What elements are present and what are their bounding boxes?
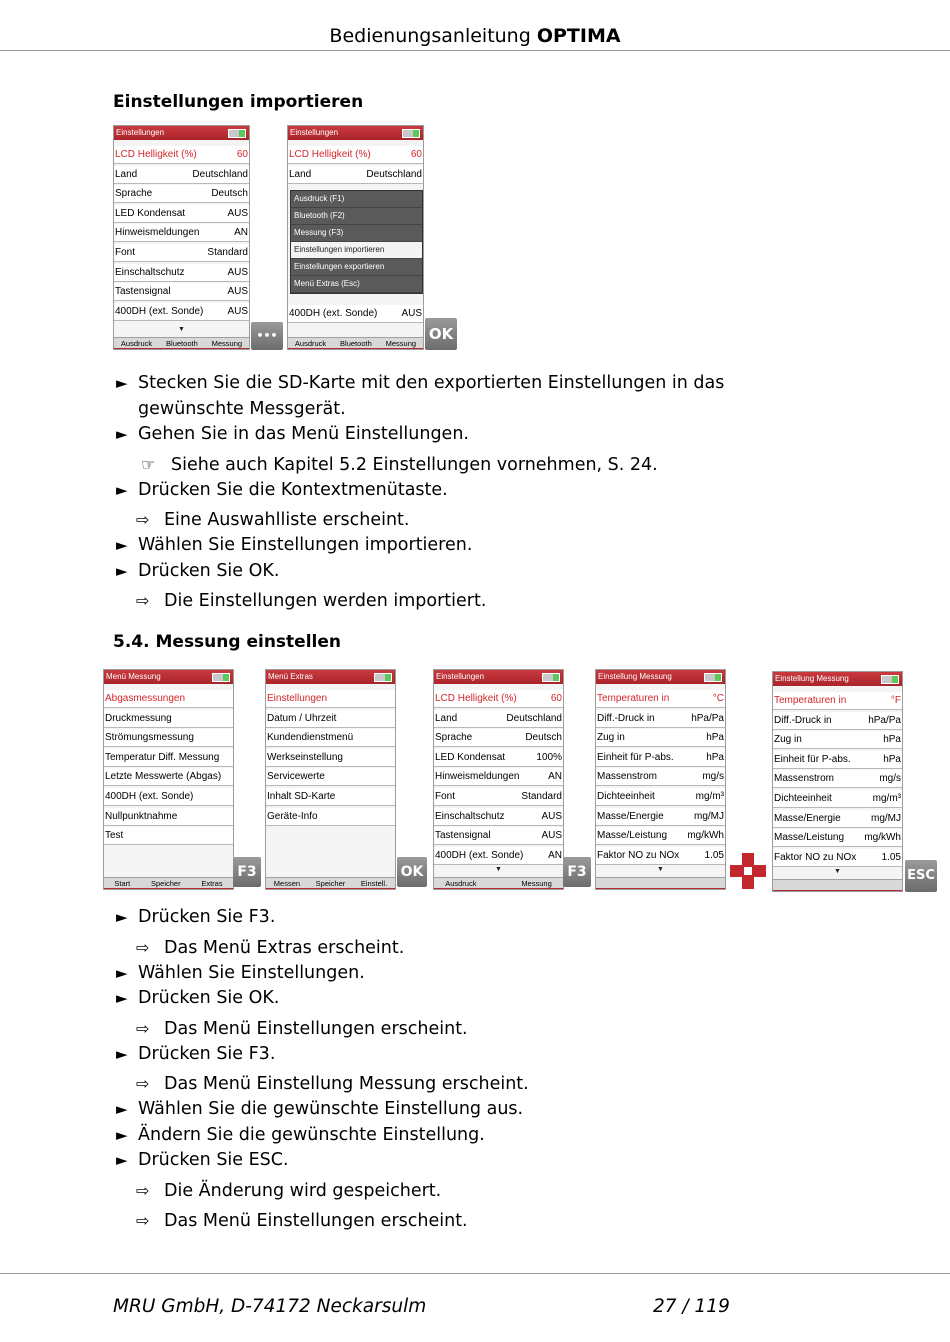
instruction-step: ► Wählen Sie Einstellungen. <box>116 961 365 986</box>
result-note: ⇨ Die Einstellungen werden importiert. <box>136 588 486 614</box>
screen-row <box>114 205 249 223</box>
row-value: mg/m³ <box>695 790 724 802</box>
screen-row <box>773 770 902 788</box>
screen-row <box>434 768 563 786</box>
row-value: 60 <box>410 149 422 160</box>
screen-row <box>104 788 233 806</box>
screen-rows <box>434 690 563 866</box>
arrow-right-icon: ► <box>116 1151 128 1169</box>
screen-row <box>288 166 423 184</box>
arrow-right-icon: ► <box>116 963 128 982</box>
battery-icon <box>542 673 560 682</box>
screen-row <box>773 790 902 808</box>
row-value: AUS <box>227 305 248 317</box>
screen-softkey-bar <box>434 877 563 889</box>
screen-softkey-bar <box>104 877 233 889</box>
row-label: Strömungsmessung <box>105 732 194 744</box>
screen-rows <box>596 690 725 866</box>
softkey-label: Ausdruck <box>120 339 153 348</box>
esc-key: ESC <box>905 860 937 892</box>
row-value: AUS <box>401 308 422 320</box>
screen-title: Einstellungen <box>116 128 165 137</box>
screen-title-bar <box>596 670 725 684</box>
instruction-step: ► Drücken Sie OK. <box>116 986 279 1011</box>
screen-rows <box>114 146 249 322</box>
row-value: AUS <box>541 810 562 822</box>
scroll-down-icon: ▼ <box>834 868 841 875</box>
row-label: Einheit für P-abs. <box>774 753 851 765</box>
screen-row <box>266 710 395 728</box>
screen-row <box>104 690 233 708</box>
screen-rows <box>288 146 423 185</box>
result-note: ⇨ Die Änderung wird gespeichert. <box>136 1178 441 1204</box>
instruction-step: ► Drücken Sie OK. <box>116 559 279 584</box>
row-label: LED Kondensat <box>435 751 506 763</box>
row-value: mg/kWh <box>864 832 901 844</box>
instruction-step: ► Drücken Sie ESC. <box>116 1148 289 1173</box>
arrow-right-icon: ► <box>116 561 128 580</box>
screen-row <box>434 827 563 845</box>
popup-item: Menü Extras (Esc) <box>291 276 422 293</box>
row-label: Sprache <box>435 732 473 744</box>
arrow-right-icon: ► <box>116 1125 128 1144</box>
result-note: ⇨ Das Menü Extras erscheint. <box>136 935 404 961</box>
screen-row <box>288 146 423 164</box>
screen-row <box>596 710 725 728</box>
arrow-right-icon: ► <box>116 1100 128 1118</box>
screen-row <box>596 729 725 747</box>
battery-icon <box>881 675 899 684</box>
arrow-right-icon: ► <box>116 374 128 392</box>
screen-row <box>434 847 563 865</box>
instruction-step-continued: gewünschte Messgerät. <box>138 398 346 419</box>
screen-row <box>114 264 249 282</box>
softkey-label: Bluetooth <box>166 339 198 348</box>
screen-row <box>773 751 902 769</box>
popup-item: Bluetooth (F2) <box>291 208 422 225</box>
row-value: 1.05 <box>881 851 901 863</box>
screen-title-bar <box>104 670 233 684</box>
row-value: Standard <box>521 790 562 802</box>
screen-row <box>596 847 725 865</box>
screen-row <box>114 185 249 203</box>
row-label: Land <box>115 168 138 180</box>
screen-row <box>104 749 233 767</box>
result-note: ⇨ Eine Auswahlliste erscheint. <box>136 507 409 533</box>
scroll-down-icon: ▼ <box>657 866 664 873</box>
instruction-step: ► Drücken Sie F3. <box>116 905 275 930</box>
row-value: mg/MJ <box>871 812 901 824</box>
section-title-import: Einstellungen importieren <box>113 92 364 112</box>
instruction-step: ► Drücken Sie die Kontextmenütaste. <box>116 478 448 503</box>
screen-row <box>266 729 395 747</box>
navigation-pad-icon <box>730 853 766 889</box>
screen-title: Menü Messung <box>106 672 161 681</box>
screen-title: Einstellung Messung <box>775 674 849 683</box>
screen-row <box>266 788 395 806</box>
row-label: Temperatur Diff. Messung <box>105 751 220 763</box>
row-label: 400DH (ext. Sonde) <box>105 790 194 802</box>
popup-item: Einstellungen exportieren <box>291 259 422 276</box>
row-label: Inhalt SD-Karte <box>267 790 336 802</box>
result-arrow-icon: ⇨ <box>136 510 150 529</box>
screen-title-bar <box>773 672 902 686</box>
screen-row <box>104 827 233 845</box>
device-screen-einstellung-messung-c <box>595 669 726 890</box>
header-product: OPTIMA <box>536 25 621 47</box>
screen-row <box>773 692 902 710</box>
softkey-label: Ausdruck <box>294 339 327 348</box>
screen-row <box>434 729 563 747</box>
row-value: 60 <box>550 693 562 704</box>
screen-softkey-bar <box>773 879 902 891</box>
screen-softkey-bar <box>266 877 395 889</box>
row-value: hPa <box>706 751 724 763</box>
ok-key: OK <box>397 857 427 887</box>
battery-icon <box>374 673 392 682</box>
row-label: Tastensignal <box>435 830 491 842</box>
screen-row <box>434 749 563 767</box>
row-value: AUS <box>227 207 248 219</box>
row-label: Einschaltschutz <box>435 810 505 822</box>
row-label: LCD Helligkeit (%) <box>115 149 197 160</box>
row-label: Massenstrom <box>774 773 835 785</box>
screen-row <box>596 827 725 845</box>
result-arrow-icon: ⇨ <box>136 937 150 957</box>
f3-key: F3 <box>233 857 261 887</box>
screen-row <box>114 224 249 242</box>
screen-row <box>434 690 563 708</box>
row-value: Deutschland <box>192 168 248 180</box>
screen-row <box>773 849 902 867</box>
row-label: Nullpunktnahme <box>105 810 178 822</box>
device-screen-menu-extras <box>265 669 396 890</box>
row-label: Test <box>105 830 124 842</box>
screen-row <box>266 808 395 826</box>
row-label: Temperaturen in <box>774 695 847 706</box>
row-label: Zug in <box>774 734 802 746</box>
row-value: AUS <box>541 830 562 842</box>
screen-title-bar <box>288 126 423 140</box>
screen-softkey-bar <box>596 877 725 889</box>
footer-page-number: 27 / 119 <box>653 1296 730 1317</box>
result-note: ⇨ Das Menü Einstellungen erscheint. <box>136 1208 468 1234</box>
screen-row <box>104 710 233 728</box>
instruction-step: ► Wählen Sie die gewünschte Einstellung aus. <box>116 1097 523 1122</box>
screen-row <box>773 829 902 847</box>
softkey-label: Extras <box>201 879 223 888</box>
screen-row <box>266 749 395 767</box>
result-arrow-icon: ⇨ <box>136 1210 150 1230</box>
battery-icon <box>704 673 722 682</box>
row-label: Tastensignal <box>115 286 171 298</box>
instruction-step: ► Drücken Sie F3. <box>116 1042 275 1067</box>
row-value: hPa/Pa <box>868 714 901 726</box>
row-value: AN <box>548 849 562 861</box>
arrow-right-icon: ► <box>116 908 128 926</box>
row-value: hPa <box>706 732 724 744</box>
screen-row <box>596 768 725 786</box>
row-value: Deutschland <box>366 168 422 180</box>
screen-row <box>434 710 563 728</box>
row-label: Geräte-Info <box>267 810 318 822</box>
instruction-step: ► Wählen Sie Einstellungen importieren. <box>116 533 472 558</box>
pointing-hand-icon: ☞ <box>141 454 156 474</box>
row-value: mg/m³ <box>872 792 901 804</box>
screen-row <box>773 731 902 749</box>
result-arrow-icon: ⇨ <box>136 1074 150 1093</box>
row-label: Land <box>435 712 458 724</box>
row-value: hPa <box>883 753 901 765</box>
ok-key: OK <box>425 318 457 350</box>
screen-row <box>104 768 233 786</box>
popup-item: Einstellungen importieren <box>291 242 422 259</box>
screen-row <box>114 303 249 321</box>
scroll-down-icon: ▼ <box>178 326 185 333</box>
screen-title: Einstellungen <box>290 128 339 137</box>
screen-row <box>596 788 725 806</box>
softkey-label: Messung <box>211 339 243 348</box>
screen-row <box>266 690 395 708</box>
screen-row <box>434 808 563 826</box>
row-label: LCD Helligkeit (%) <box>435 693 517 704</box>
row-label: Datum / Uhrzeit <box>267 712 337 724</box>
row-value: mg/kWh <box>687 830 724 842</box>
arrow-right-icon: ► <box>116 425 128 443</box>
battery-icon <box>402 129 420 138</box>
arrow-right-icon: ► <box>116 1044 128 1063</box>
row-label: Faktor NO zu NOx <box>597 849 680 861</box>
softkey-label: Messung <box>521 879 552 888</box>
row-label: Diff.-Druck in <box>774 714 832 726</box>
result-note: ⇨ Das Menü Einstellung Messung erscheint. <box>136 1071 529 1097</box>
header-prefix: Bedienungsanleitung <box>329 25 531 47</box>
screen-title-bar <box>114 126 249 140</box>
row-label: Land <box>289 168 312 180</box>
row-value: 100% <box>536 751 562 763</box>
row-label: LCD Helligkeit (%) <box>289 149 371 160</box>
screen-row <box>596 749 725 767</box>
screen-row <box>104 729 233 747</box>
row-value: mg/s <box>879 773 901 785</box>
screen-title-bar <box>266 670 395 684</box>
row-value: hPa <box>883 734 901 746</box>
context-popup <box>290 190 423 294</box>
scroll-down-icon: ▼ <box>495 866 502 873</box>
row-label: Temperaturen in <box>597 693 670 704</box>
screen-row <box>773 712 902 730</box>
instruction-step: ► Gehen Sie in das Menü Einstellungen. <box>116 422 469 447</box>
screen-softkey-bar <box>114 337 249 349</box>
row-value: AN <box>548 771 562 783</box>
page-header <box>0 24 950 48</box>
screen-row <box>434 788 563 806</box>
footer-company: MRU GmbH, D-74172 Neckarsulm <box>113 1296 427 1317</box>
row-label: Diff.-Druck in <box>597 712 655 724</box>
row-value: AUS <box>227 266 248 278</box>
row-label: Masse/Leistung <box>597 830 668 842</box>
result-arrow-icon: ⇨ <box>136 1018 150 1038</box>
row-value: hPa/Pa <box>691 712 724 724</box>
f3-key: F3 <box>563 857 591 887</box>
battery-icon <box>228 129 246 138</box>
arrow-right-icon: ► <box>116 536 128 554</box>
context-menu-key: ••• <box>251 322 283 350</box>
screen-row <box>596 808 725 826</box>
screen-rows <box>773 692 902 868</box>
row-value: °C <box>712 693 724 704</box>
softkey-label: Speicher <box>150 879 181 888</box>
screen-title: Menü Extras <box>268 672 313 681</box>
row-label: Zug in <box>597 732 625 744</box>
row-label: 400DH (ext. Sonde) <box>115 305 204 317</box>
row-value: mg/s <box>702 771 724 783</box>
softkey-label: Messung <box>385 339 417 348</box>
screen-softkey-bar <box>288 337 423 349</box>
screen-row <box>114 166 249 184</box>
row-label: Masse/Energie <box>774 812 841 824</box>
row-value: Deutsch <box>211 188 248 200</box>
row-value: Deutsch <box>525 732 562 744</box>
row-label: Masse/Leistung <box>774 832 845 844</box>
row-label: Einschaltschutz <box>115 266 185 278</box>
row-label: LED Kondensat <box>115 207 186 219</box>
device-screen-einstellungen <box>433 669 564 890</box>
row-label: Dichteeinheit <box>774 792 832 804</box>
row-label: Massenstrom <box>597 771 658 783</box>
screen-title: Einstellungen <box>436 672 485 681</box>
screen-rows <box>104 690 233 847</box>
row-label: Faktor NO zu NOx <box>774 851 857 863</box>
screen-row <box>596 690 725 708</box>
row-label: Masse/Energie <box>597 810 664 822</box>
popup-item: Messung (F3) <box>291 225 422 242</box>
row-value: 1.05 <box>704 849 724 861</box>
row-value: °F <box>890 695 901 706</box>
row-label: Abgasmessungen <box>105 693 186 704</box>
instruction-step: ► Stecken Sie die SD-Karte mit den exportierten Einstellungen in das <box>116 371 724 396</box>
row-label: Hinweismeldungen <box>435 771 520 783</box>
device-screen-einstellung-messung-f <box>772 671 903 892</box>
device-screen-menu-messung <box>103 669 234 890</box>
cross-reference: ☞ Siehe auch Kapitel 5.2 Einstellungen vornehmen, S. 24. <box>141 452 658 478</box>
softkey-label: Einstell. <box>360 879 388 888</box>
row-value: AN <box>234 227 248 239</box>
row-value: 60 <box>236 149 248 160</box>
row-value: Standard <box>207 246 248 258</box>
popup-item: Ausdruck (F1) <box>291 191 422 208</box>
result-arrow-icon: ⇨ <box>136 1180 150 1200</box>
row-label: Sprache <box>115 188 153 200</box>
instruction-step: ► Ändern Sie die gewünschte Einstellung. <box>116 1123 485 1148</box>
row-label: Kundendienstmenü <box>267 732 354 744</box>
arrow-right-icon: ► <box>116 480 128 499</box>
row-label: Font <box>435 790 456 802</box>
screen-row <box>266 768 395 786</box>
row-label: Letzte Messwerte (Abgas) <box>105 771 222 783</box>
softkey-label: Speicher <box>315 879 346 888</box>
screen-row <box>288 305 423 323</box>
row-value: AUS <box>227 286 248 298</box>
row-value: Deutschland <box>506 712 562 724</box>
screen-row <box>104 808 233 826</box>
row-label: 400DH (ext. Sonde) <box>289 308 378 320</box>
screen-row <box>773 810 902 828</box>
arrow-right-icon: ► <box>116 989 128 1007</box>
softkey-label: Start <box>114 879 131 888</box>
softkey-label: Messen <box>273 879 301 888</box>
device-screen-settings <box>113 125 250 350</box>
screen-row <box>114 244 249 262</box>
row-label: Einstellungen <box>267 693 328 704</box>
section-title-measurement: 5.4. Messung einstellen <box>113 632 341 652</box>
softkey-label: Bluetooth <box>340 339 372 348</box>
row-label: Werkseinstellung <box>267 751 343 763</box>
screen-title: Einstellung Messung <box>598 672 672 681</box>
result-note: ⇨ Das Menü Einstellungen erscheint. <box>136 1016 468 1042</box>
footer-rule <box>0 1273 950 1274</box>
screen-rows <box>266 690 395 827</box>
row-label: Druckmessung <box>105 712 172 724</box>
softkey-label: Ausdruck <box>445 879 477 888</box>
row-label: Servicewerte <box>267 771 325 783</box>
screen-row <box>114 146 249 164</box>
screen-title-bar <box>434 670 563 684</box>
result-arrow-icon: ⇨ <box>136 591 150 610</box>
row-label: Hinweismeldungen <box>115 227 200 239</box>
row-label: Dichteeinheit <box>597 790 655 802</box>
row-label: 400DH (ext. Sonde) <box>435 849 524 861</box>
header-rule <box>0 50 950 51</box>
screen-row <box>114 283 249 301</box>
row-value: mg/MJ <box>694 810 724 822</box>
row-label: Einheit für P-abs. <box>597 751 674 763</box>
battery-icon <box>212 673 230 682</box>
row-label: Font <box>115 246 136 258</box>
device-screen-settings-popup <box>287 125 424 350</box>
